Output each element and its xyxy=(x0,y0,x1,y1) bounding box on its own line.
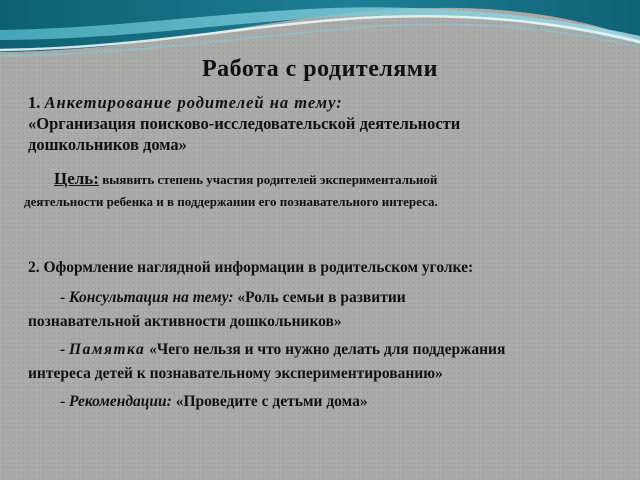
slide-title: Работа с родителями xyxy=(202,56,438,82)
recommendations-label: Рекомендации: xyxy=(69,393,172,410)
consultation-text-2: познавательной активности дошкольников» xyxy=(28,313,342,330)
survey-number: 1. xyxy=(28,93,41,112)
consultation-label: Консультация на тему: xyxy=(69,289,234,306)
survey-heading-line xyxy=(28,92,628,113)
survey-heading: Анкетирование родителей на тему: xyxy=(44,93,343,112)
survey-topic-line-1: «Организация поисково-исследовательской деятельности xyxy=(28,114,461,133)
section-info-corner xyxy=(28,256,628,414)
list-dash: - xyxy=(60,289,70,306)
consultation-text-1: «Роль семьи в развитии xyxy=(233,289,406,306)
goal-line-2: деятельности ребенка и в поддержании его познавательного интереса. xyxy=(24,194,438,209)
memo-text-1: «Чего нельзя и что нужно делать для поддержания xyxy=(145,341,506,358)
section-goal xyxy=(24,168,636,213)
goal-line-1 xyxy=(24,168,636,191)
goal-label: Цель: xyxy=(54,169,99,188)
memo-label: Памятка xyxy=(69,341,146,358)
info-corner-heading: 2. Оформление наглядной информации в родительском уголке: xyxy=(28,259,474,276)
list-item-memo xyxy=(28,338,628,362)
list-item-recommendations xyxy=(28,390,628,414)
goal-text-1: выявить степень участия родителей экспериментальной xyxy=(102,172,438,187)
list-item-consultation xyxy=(28,286,628,310)
section-survey xyxy=(28,92,628,155)
list-dash: - xyxy=(60,341,70,358)
list-dash: - xyxy=(60,393,70,410)
memo-text-2: интереса детей к познавательному экспериментированию» xyxy=(28,365,443,382)
survey-topic-line-2: дошкольников дома» xyxy=(28,135,187,154)
recommendations-text: «Проведите с детьми дома» xyxy=(171,393,368,410)
